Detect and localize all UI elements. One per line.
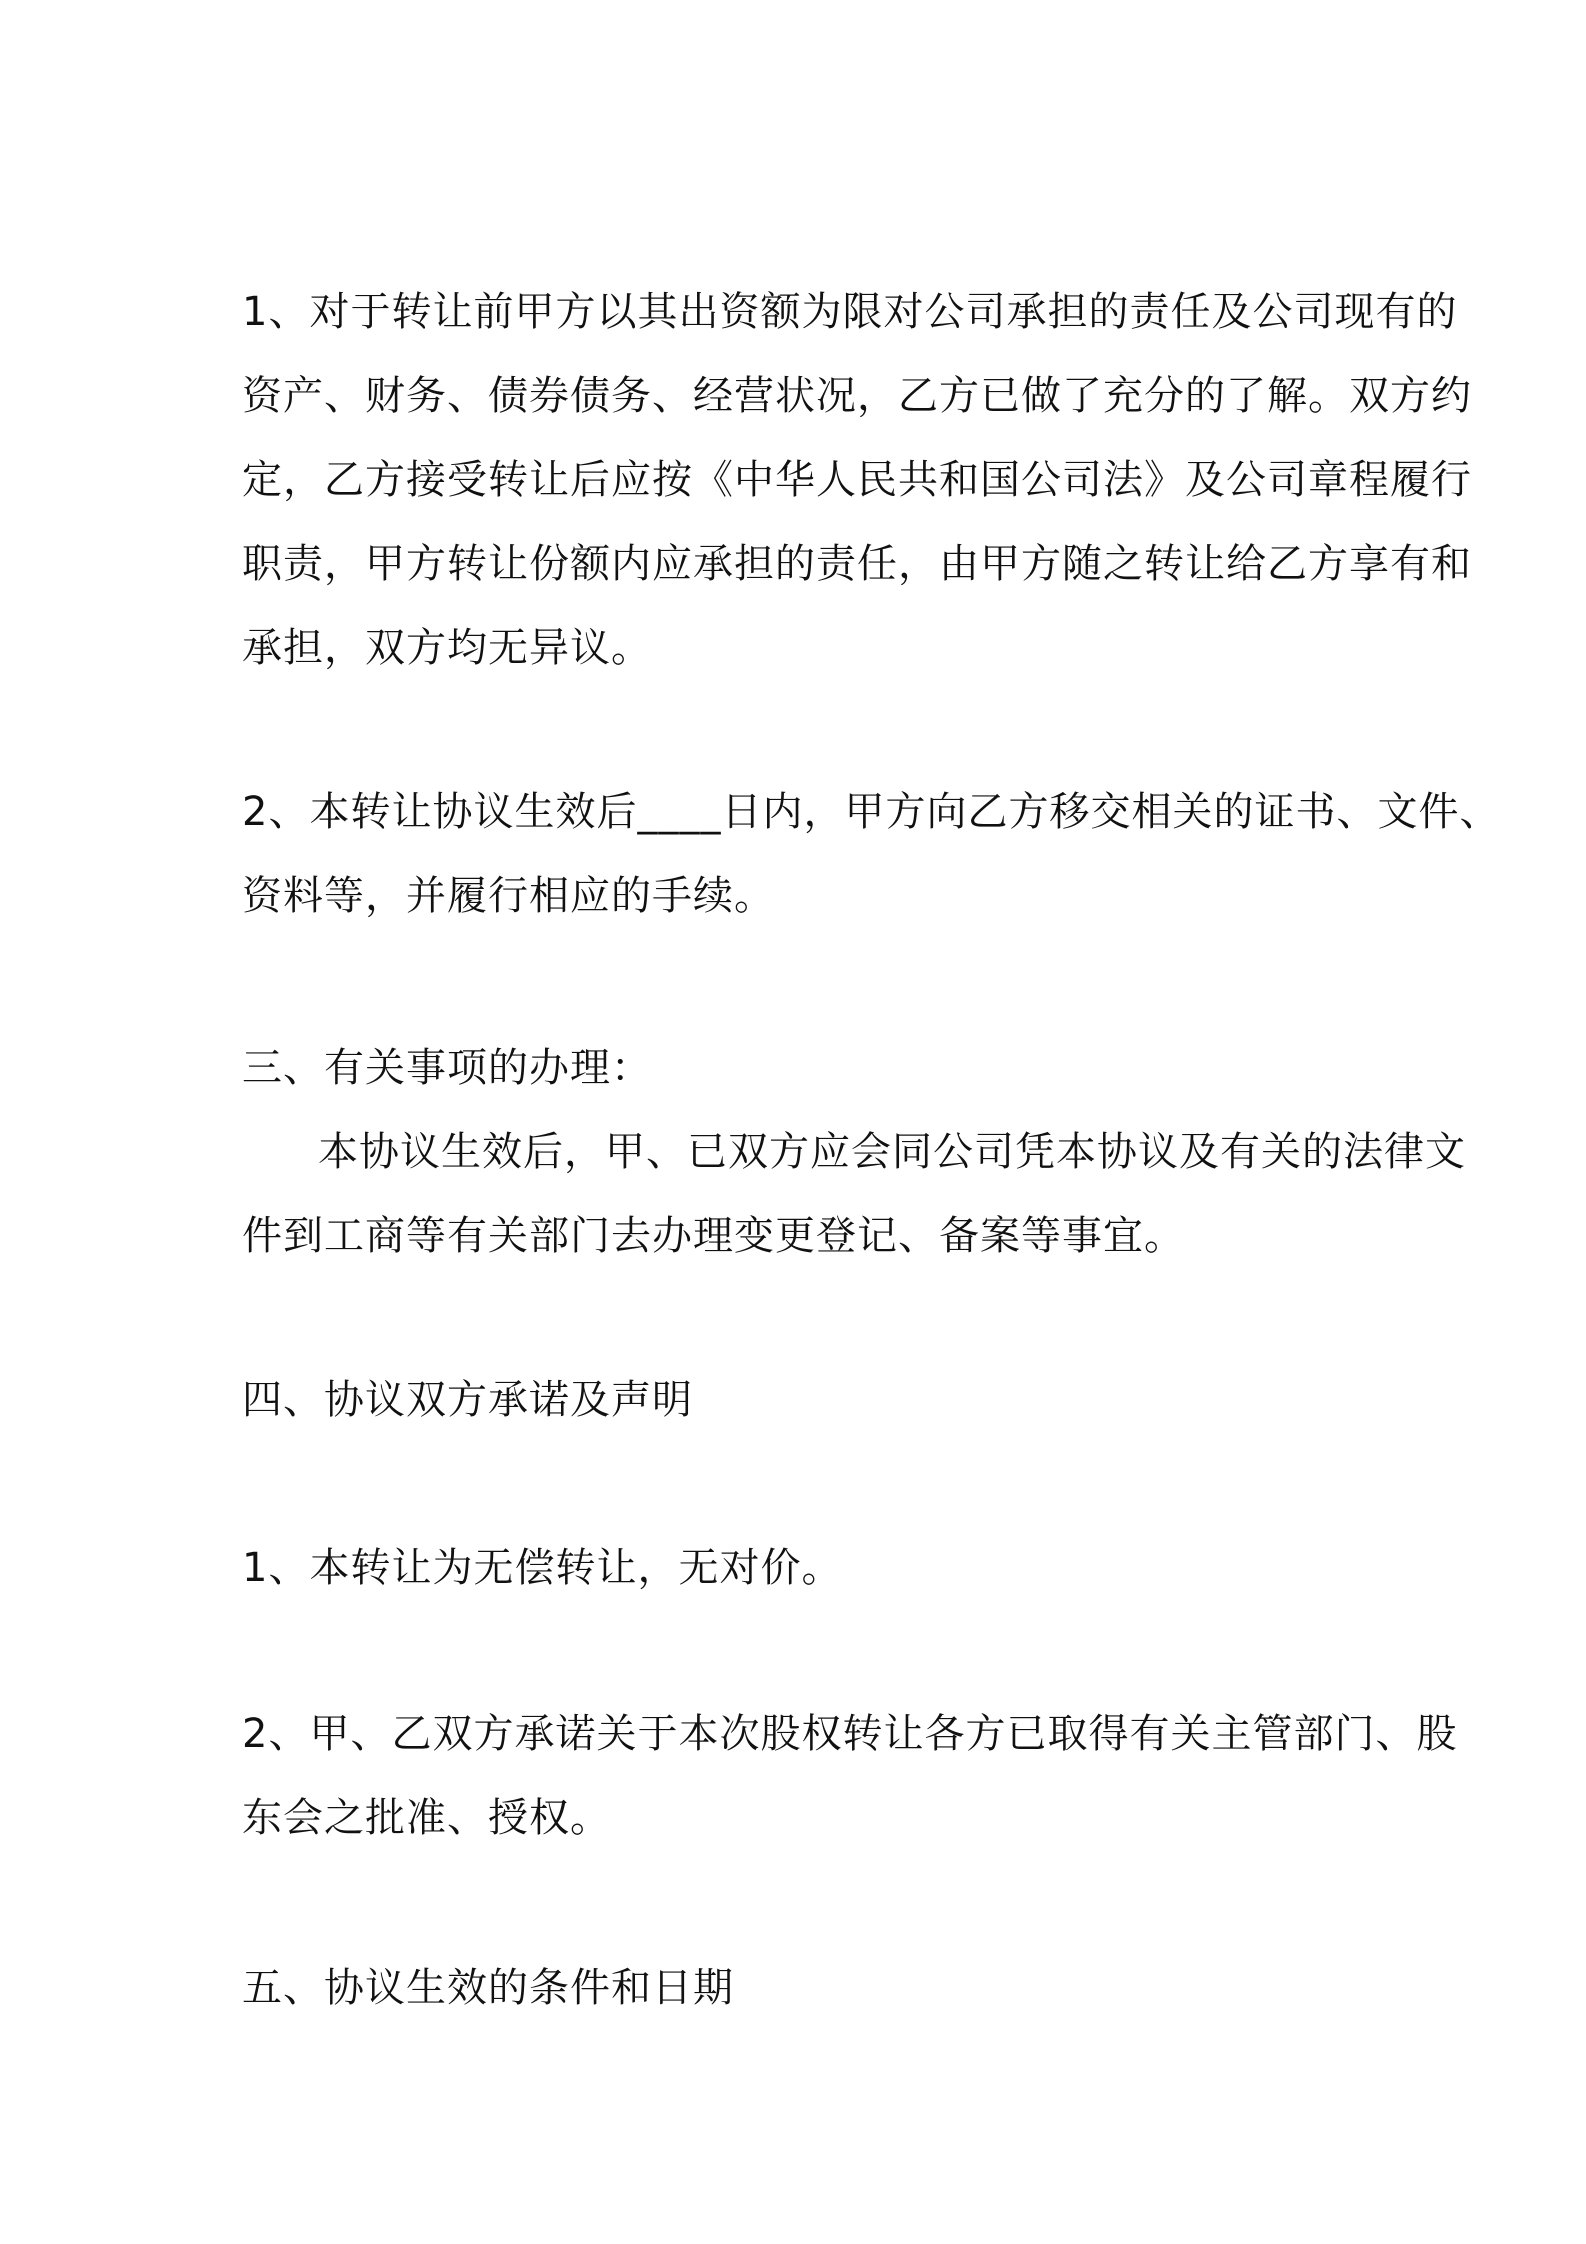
- clause-1-line: 职责，甲方转让份额内应承担的责任，由甲方随之转让给乙方享有和: [242, 541, 1472, 587]
- clause-2-line: 2、本转让协议生效后____日内，甲方向乙方移交相关的证书、文件、: [242, 789, 1501, 835]
- section-3: [242, 1026, 1466, 1278]
- clause-1-line: 定，乙方接受转让后应按《中华人民共和国公司法》及公司章程履行: [242, 457, 1472, 503]
- section-4-item-1-text: 1、本转让为无偿转让，无对价。: [242, 1545, 843, 1591]
- clause-1-line: 承担，双方均无异议。: [242, 625, 652, 671]
- clause-1-paragraph: [242, 270, 1472, 690]
- clause-2-paragraph: [242, 770, 1501, 938]
- section-4-item-2: [242, 1692, 1458, 1860]
- section-4-item-2-line: 2、甲、乙双方承诺关于本次股权转让各方已取得有关主管部门、股: [242, 1711, 1458, 1757]
- section-4-heading-text: 四、协议双方承诺及声明: [242, 1377, 693, 1423]
- section-4-item-2-line: 东会之批准、授权。: [242, 1795, 611, 1841]
- section-5-heading-text: 五、协议生效的条件和日期: [242, 1965, 734, 2011]
- section-5-heading: [242, 1946, 1362, 2030]
- clause-1-line: 1、对于转让前甲方以其出资额为限对公司承担的责任及公司现有的: [242, 289, 1458, 335]
- section-3-heading: 三、有关事项的办理：: [242, 1045, 652, 1091]
- section-3-line: 件到工商等有关部门去办理变更登记、备案等事宜。: [242, 1213, 1185, 1259]
- section-3-line: 本协议生效后，甲、已双方应会同公司凭本协议及有关的法律文: [318, 1129, 1466, 1175]
- section-4-item-1: [242, 1526, 1362, 1610]
- clause-2-line: 资料等，并履行相应的手续。: [242, 873, 775, 919]
- section-4-heading: [242, 1358, 1362, 1442]
- clause-1-line: 资产、财务、债券债务、经营状况，乙方已做了充分的了解。双方约: [242, 373, 1472, 419]
